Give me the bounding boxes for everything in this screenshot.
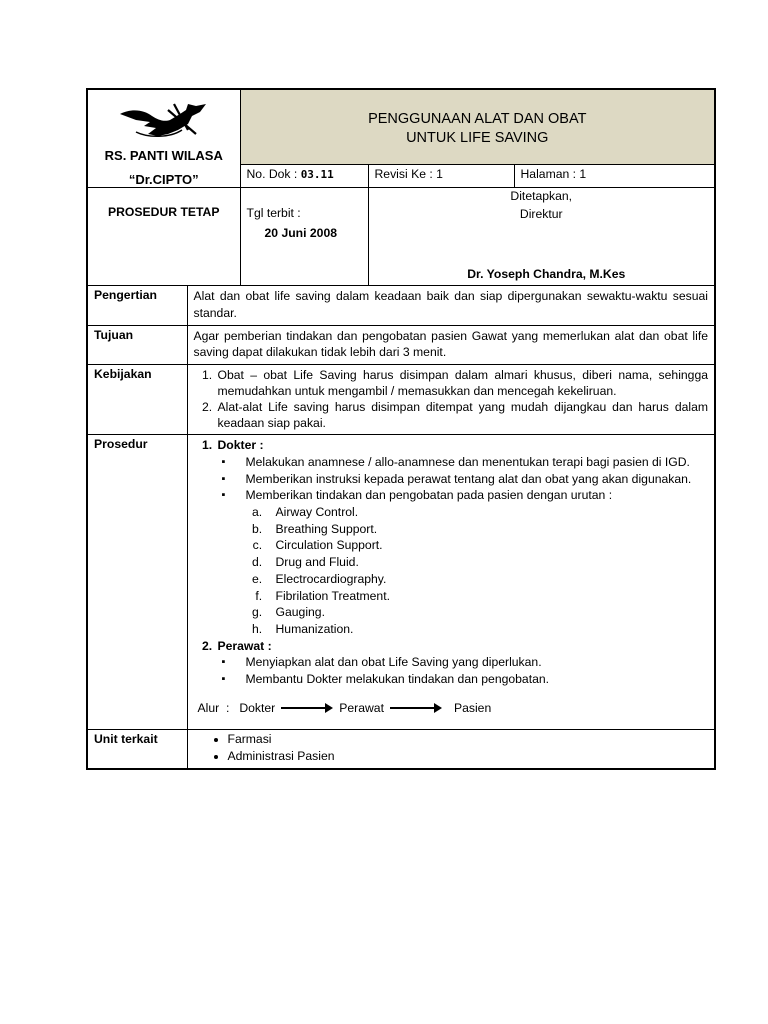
sop-table — [86, 88, 716, 770]
hospital-logo-bird-icon — [118, 100, 210, 140]
kebijakan-item: 2. Alat-alat Life saving harus disimpan ditempat yang mudah dijangkau dan harus dalam keadaan siap pakai. — [216, 399, 709, 431]
hospital-subname: “Dr.CIPTO” — [128, 172, 199, 187]
sop-document — [86, 88, 714, 770]
tujuan-text: Agar pemberian tindakan dan pengobatan pasien Gawat yang memerlukan alat dan obat life saving dapat dilakukan tidak lebih dari 3 menit. — [187, 325, 715, 365]
alur-label: Alur : — [197, 700, 230, 715]
tujuan-label: Tujuan — [87, 325, 187, 365]
approval-label: Ditetapkan, — [510, 189, 573, 203]
urutan-item: f. Fibrilation Treatment. — [266, 588, 709, 605]
perawat-title: Perawat : — [217, 638, 272, 653]
doc-number — [240, 165, 368, 188]
approval-position: Direktur — [519, 207, 563, 221]
dokter-item: ▪ Memberikan instruksi kepada perawat tentang alat dan obat yang akan digunakan. — [246, 471, 709, 488]
unit-terkait-list — [187, 730, 715, 769]
revision: Revisi Ke : 1 — [368, 165, 514, 188]
pengertian-label: Pengertian — [87, 286, 187, 326]
dokter-section — [216, 437, 709, 637]
issue-date-label: Tgl terbit : — [246, 206, 301, 220]
unit-item: • Administrasi Pasien — [228, 748, 709, 765]
alur-step-dokter: Dokter — [239, 700, 276, 715]
hospital-name: RS. PANTI WILASA — [104, 148, 223, 163]
right-arrow-icon — [281, 707, 331, 709]
alur-step-pasien: Pasien — [453, 700, 492, 715]
kebijakan-label: Kebijakan — [87, 365, 187, 435]
prosedur-label: Prosedur — [87, 435, 187, 730]
dokter-title: Dokter : — [217, 438, 264, 453]
signatory-name: Dr. Yoseph Chandra, M.Kes — [467, 267, 626, 281]
urutan-item: g. Gauging. — [266, 604, 709, 621]
perawat-item: ▪ Menyiapkan alat dan obat Life Saving yang diperlukan. — [246, 654, 709, 671]
document-title — [240, 89, 715, 165]
unit-item: • Farmasi — [228, 731, 709, 748]
alur-flow — [194, 688, 709, 727]
issue-date — [240, 188, 368, 286]
urutan-item: d. Drug and Fluid. — [266, 554, 709, 571]
urutan-item: c. Circulation Support. — [266, 537, 709, 554]
dokter-item — [246, 487, 709, 637]
prosedur-content — [187, 435, 715, 730]
title-line-2: UNTUK LIFE SAVING — [406, 130, 549, 146]
page-number: Halaman : 1 — [514, 165, 715, 188]
hospital-identity — [87, 89, 240, 188]
title-line-1: PENGGUNAAN ALAT DAN OBAT — [368, 111, 587, 127]
doc-number-value: 03.11 — [300, 168, 334, 182]
issue-date-value: 20 Juni 2008 — [264, 226, 337, 240]
dokter-item-text: Memberikan tindakan dan pengobatan pada pasien dengan urutan : — [245, 488, 613, 503]
perawat-section — [216, 638, 709, 688]
urutan-item: a. Airway Control. — [266, 504, 709, 521]
alur-step-perawat: Perawat — [339, 700, 384, 715]
dokter-item: ▪ Melakukan anamnese / allo-anamnese dan menentukan terapi bagi pasien di IGD. — [246, 454, 709, 471]
kebijakan-list — [187, 365, 715, 435]
urutan-item: h. Humanization. — [266, 621, 709, 638]
approval — [368, 188, 715, 286]
right-arrow-icon — [390, 707, 440, 709]
unit-terkait-label: Unit terkait — [87, 730, 187, 769]
kebijakan-item: 1. Obat – obat Life Saving harus disimpan dalam almari khusus, diberi nama, sehingga memudahkan untuk mengambil / memasukkan dan mencegah kekeliruan. — [216, 367, 709, 399]
doc-type: PROSEDUR TETAP — [87, 188, 240, 286]
doc-number-label: No. Dok : — [246, 167, 301, 182]
pengertian-text: Alat dan obat life saving dalam keadaan baik dan siap dipergunakan sewaktu-waktu sesuai standar. — [187, 286, 715, 326]
urutan-item: e. Electrocardiography. — [266, 571, 709, 588]
perawat-item: ▪ Membantu Dokter melakukan tindakan dan pengobatan. — [246, 671, 709, 688]
urutan-item: b. Breathing Support. — [266, 521, 709, 538]
